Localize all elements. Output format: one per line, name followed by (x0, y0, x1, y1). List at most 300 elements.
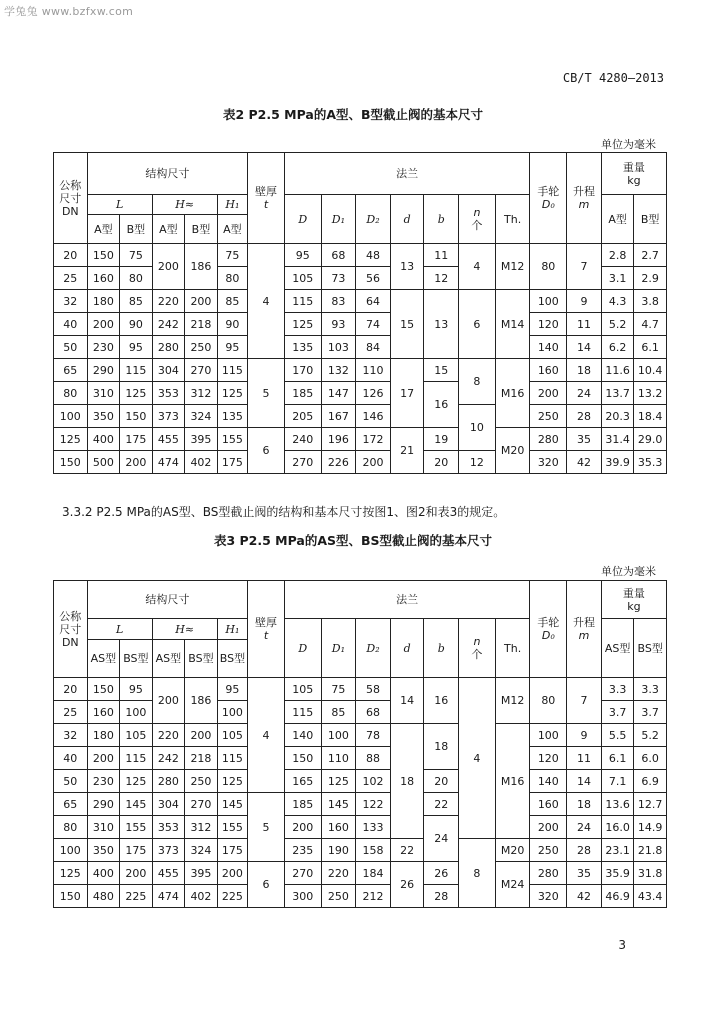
table-cell: 167 (321, 405, 356, 428)
table-cell: 160 (530, 359, 567, 382)
header-text: t (263, 629, 269, 642)
table-cell: M12 (495, 244, 530, 290)
table-cell: 240 (284, 428, 321, 451)
table-cell: 58 (356, 678, 391, 701)
table-cell: 145 (321, 793, 356, 816)
col-weight-b: B型 (634, 195, 667, 244)
header-text: kg (627, 599, 641, 613)
table-cell: 19 (424, 428, 459, 451)
table-cell: 15 (390, 290, 424, 359)
table-cell: 11.6 (601, 359, 634, 382)
header-text: t (263, 198, 269, 211)
table-cell: 230 (87, 336, 120, 359)
page-number: 3 (618, 938, 626, 952)
table-cell: 160 (321, 816, 356, 839)
col-L-b: B型 (120, 215, 153, 244)
table-cell: 50 (54, 770, 88, 793)
table-cell: 147 (321, 382, 356, 405)
table-cell: M14 (495, 290, 530, 359)
col-H-b: BS型 (185, 640, 218, 678)
table-cell: 4 (248, 244, 285, 359)
col-b: b (424, 195, 459, 244)
col-D: D (284, 195, 321, 244)
col-L-a: AS型 (87, 640, 120, 678)
table-cell: 4.3 (601, 290, 634, 313)
table-cell: 353 (152, 382, 185, 405)
table-cell: 150 (87, 244, 120, 267)
table-cell: 13 (424, 290, 459, 359)
table-cell: 122 (356, 793, 391, 816)
table-cell: 6 (248, 862, 285, 908)
table-cell: 84 (356, 336, 391, 359)
col-weight-b: BS型 (634, 619, 667, 678)
table-row (54, 244, 667, 267)
col-H: H≈ (152, 195, 217, 215)
table-cell: 304 (152, 793, 185, 816)
table-cell: 115 (284, 290, 321, 313)
wall-header (248, 153, 285, 244)
table-row (54, 428, 667, 451)
weight-header (601, 581, 666, 619)
table-cell: 500 (87, 451, 120, 474)
table-cell: 12 (459, 451, 496, 474)
table-cell: 324 (185, 839, 218, 862)
table-cell: 75 (321, 678, 356, 701)
table-cell: 290 (87, 793, 120, 816)
table-cell: 125 (120, 770, 153, 793)
table-cell: 80 (530, 244, 567, 290)
table-row (54, 451, 667, 474)
table-row (54, 336, 667, 359)
table-cell: 280 (530, 428, 567, 451)
table-cell: 14.9 (634, 816, 667, 839)
table-cell: 125 (217, 382, 247, 405)
table-cell: 225 (120, 885, 153, 908)
col-weight-a: A型 (601, 195, 634, 244)
table-cell: 24 (567, 816, 602, 839)
table-cell: 3.3 (634, 678, 667, 701)
col-L-a: A型 (87, 215, 120, 244)
col-H1: H₁ (217, 195, 247, 215)
table-row (54, 724, 667, 747)
table-cell: 312 (185, 382, 218, 405)
header-text: n (473, 206, 481, 219)
table-cell: 8 (459, 359, 496, 405)
table-cell: 200 (152, 244, 185, 290)
table-cell: 6 (248, 428, 285, 474)
table-cell: 132 (321, 359, 356, 382)
table2-caption: 表2 P2.5 MPa的A型、B型截止阀的基本尺寸 (222, 107, 484, 122)
col-n (459, 619, 496, 678)
table-row (54, 382, 667, 405)
table-cell: 402 (185, 451, 218, 474)
lift-header (567, 153, 602, 244)
table-cell: M12 (495, 678, 530, 724)
table-cell: 100 (54, 405, 88, 428)
table-cell: 270 (284, 451, 321, 474)
header-text: 壁厚 (255, 616, 277, 629)
table-cell: 14 (390, 678, 424, 724)
table-cell: 280 (152, 336, 185, 359)
table-cell: 120 (530, 747, 567, 770)
table-cell: 135 (217, 405, 247, 428)
table-cell: 74 (356, 313, 391, 336)
nominal-size-header: 公称尺寸DN (54, 581, 88, 678)
table-cell: 80 (217, 267, 247, 290)
col-D2: D₂ (356, 619, 391, 678)
table-cell: 42 (567, 451, 602, 474)
table-cell: 455 (152, 862, 185, 885)
table-cell: 175 (120, 839, 153, 862)
table-cell: 125 (321, 770, 356, 793)
col-weight-a: AS型 (601, 619, 634, 678)
table-cell: 115 (284, 701, 321, 724)
col-D: D (284, 619, 321, 678)
table-cell: 186 (185, 244, 218, 290)
table-cell: 220 (152, 290, 185, 313)
table-cell: 21.8 (634, 839, 667, 862)
table-row (54, 313, 667, 336)
table-cell: 200 (356, 451, 391, 474)
table-cell: 95 (120, 336, 153, 359)
header-text: 个 (471, 219, 483, 232)
table-cell: 5.5 (601, 724, 634, 747)
table-cell: 250 (321, 885, 356, 908)
table-cell: 26 (390, 862, 424, 908)
table-cell: 175 (120, 428, 153, 451)
table-cell: 225 (217, 885, 247, 908)
header-text: n (473, 635, 481, 648)
table-cell: 40 (54, 747, 88, 770)
table-cell: 5.2 (634, 724, 667, 747)
table-cell: 312 (185, 816, 218, 839)
table-row (54, 885, 667, 908)
table-cell: 184 (356, 862, 391, 885)
table-cell: 5 (248, 359, 285, 428)
table-cell: 165 (284, 770, 321, 793)
flange-header: 法兰 (284, 581, 530, 619)
table-row (54, 862, 667, 885)
table-cell: 93 (321, 313, 356, 336)
table-cell: 3.7 (634, 701, 667, 724)
table-cell: 200 (530, 382, 567, 405)
table-cell: M20 (495, 428, 530, 474)
table-cell: 35 (567, 862, 602, 885)
table-cell: 155 (120, 816, 153, 839)
col-d: d (390, 619, 424, 678)
header-text: D₀ (541, 198, 555, 211)
table-cell: 40 (54, 313, 88, 336)
table-cell: 150 (120, 405, 153, 428)
table-cell: 15 (424, 359, 459, 382)
table-row (54, 839, 667, 862)
paragraph-3-3-2: 3.3.2 P2.5 MPa的AS型、BS型截止阀的结构和基本尺寸按图1、图2和表3的规定。 (62, 505, 506, 519)
table-cell: 160 (87, 701, 120, 724)
table-cell: 56 (356, 267, 391, 290)
table-cell: 24 (567, 382, 602, 405)
table-cell: 3.7 (601, 701, 634, 724)
table-cell: M16 (495, 359, 530, 428)
table-cell: 20.3 (601, 405, 634, 428)
table-cell: 115 (120, 359, 153, 382)
col-L-b: BS型 (120, 640, 153, 678)
table-cell: 12 (424, 267, 459, 290)
table-cell: 22 (424, 793, 459, 816)
table-cell: 75 (217, 244, 247, 267)
table-cell: 455 (152, 428, 185, 451)
table-cell: 140 (530, 770, 567, 793)
table-cell: 11 (424, 244, 459, 267)
table-cell: 290 (87, 359, 120, 382)
table-cell: 16.0 (601, 816, 634, 839)
table-cell: 105 (120, 724, 153, 747)
table-cell: 3.1 (601, 267, 634, 290)
table-cell: 242 (152, 313, 185, 336)
table-cell: 185 (284, 793, 321, 816)
table-cell: 24 (424, 816, 459, 862)
table-cell: 400 (87, 428, 120, 451)
table-cell: 80 (54, 382, 88, 405)
table-cell: 180 (87, 724, 120, 747)
table-cell: 115 (217, 359, 247, 382)
table-cell: 100 (530, 724, 567, 747)
table-cell: 280 (530, 862, 567, 885)
table-cell: 68 (321, 244, 356, 267)
table-cell: 270 (185, 793, 218, 816)
table-cell: 196 (321, 428, 356, 451)
table-cell: 350 (87, 405, 120, 428)
table-cell: 270 (185, 359, 218, 382)
table-cell: 126 (356, 382, 391, 405)
table3 (53, 580, 667, 908)
table-cell: 146 (356, 405, 391, 428)
table-cell: 250 (530, 405, 567, 428)
table-cell: 6.2 (601, 336, 634, 359)
col-d: d (390, 195, 424, 244)
table-cell: 65 (54, 793, 88, 816)
table-cell: 6.0 (634, 747, 667, 770)
table-cell: 115 (120, 747, 153, 770)
table-cell: 300 (284, 885, 321, 908)
table-cell: 4 (248, 678, 285, 793)
table-cell: 17 (390, 359, 424, 428)
table-row (54, 793, 667, 816)
col-H-b: B型 (185, 215, 218, 244)
table-cell: 145 (217, 793, 247, 816)
handwheel-header (530, 153, 567, 244)
header-text: 升程 (573, 616, 595, 629)
table-cell: 18.4 (634, 405, 667, 428)
table-cell: 14 (567, 770, 602, 793)
table-cell: 200 (152, 678, 185, 724)
table-cell: 172 (356, 428, 391, 451)
col-H1: H₁ (217, 619, 247, 640)
table-cell: 218 (185, 747, 218, 770)
table-cell: 220 (152, 724, 185, 747)
table-cell: 280 (152, 770, 185, 793)
standard-code: CB/T 4280—2013 (562, 71, 664, 85)
table-cell: 102 (356, 770, 391, 793)
table-cell: 35.9 (601, 862, 634, 885)
table-cell: 2.8 (601, 244, 634, 267)
header-text: 壁厚 (255, 185, 277, 198)
table-cell: 175 (217, 839, 247, 862)
table-cell: 75 (120, 244, 153, 267)
table-cell: 235 (284, 839, 321, 862)
table-cell: 43.4 (634, 885, 667, 908)
header-text: kg (627, 173, 641, 187)
table-cell: 3.3 (601, 678, 634, 701)
table-cell: 125 (54, 862, 88, 885)
table-cell: 7.1 (601, 770, 634, 793)
table-row (54, 770, 667, 793)
table-cell: 6 (459, 290, 496, 359)
table-cell: 220 (321, 862, 356, 885)
table-cell: 31.4 (601, 428, 634, 451)
table-cell: 310 (87, 382, 120, 405)
table-cell: 6.9 (634, 770, 667, 793)
table-cell: 324 (185, 405, 218, 428)
table-row (54, 405, 667, 428)
table-cell: 160 (530, 793, 567, 816)
table-cell: 205 (284, 405, 321, 428)
table-cell: 150 (54, 451, 88, 474)
table-cell: 105 (217, 724, 247, 747)
table-cell: 320 (530, 885, 567, 908)
table-cell: 95 (217, 678, 247, 701)
table2-unit: 单位为毫米 (601, 138, 656, 151)
table-cell: 310 (87, 816, 120, 839)
col-D1: D₁ (321, 619, 356, 678)
table-cell: 125 (120, 382, 153, 405)
table-cell: 88 (356, 747, 391, 770)
table-cell: 13.6 (601, 793, 634, 816)
table-cell: 35.3 (634, 451, 667, 474)
table-cell: 105 (284, 267, 321, 290)
table-cell: 125 (54, 428, 88, 451)
table-cell: 200 (87, 747, 120, 770)
table-cell: 200 (120, 451, 153, 474)
table-cell: 78 (356, 724, 391, 747)
table-cell: 18 (567, 793, 602, 816)
table-cell: 16 (424, 382, 459, 428)
header-text: 手轮 (537, 616, 560, 629)
table-cell: 26 (424, 862, 459, 885)
table-cell: 83 (321, 290, 356, 313)
table-cell: 23.1 (601, 839, 634, 862)
structure-header: 结构尺寸 (87, 581, 248, 619)
table-cell: 400 (87, 862, 120, 885)
table-cell: 13.2 (634, 382, 667, 405)
table-cell: 320 (530, 451, 567, 474)
table-cell: M16 (495, 724, 530, 839)
header-text: 升程 (573, 185, 595, 198)
flange-header: 法兰 (284, 153, 530, 195)
table-cell: 155 (217, 428, 247, 451)
table-cell: 95 (284, 244, 321, 267)
table-cell: 110 (321, 747, 356, 770)
table-cell: M20 (495, 839, 530, 862)
wall-header (248, 581, 285, 678)
table-cell: 7 (567, 678, 602, 724)
table-cell: 9 (567, 290, 602, 313)
table-cell: 133 (356, 816, 391, 839)
table-cell: 200 (185, 724, 218, 747)
table-cell: 80 (120, 267, 153, 290)
table-cell: 160 (87, 267, 120, 290)
table-cell: 18 (424, 724, 459, 770)
table-cell: 5 (248, 793, 285, 862)
table-cell: 150 (87, 678, 120, 701)
header-text: m (578, 629, 590, 642)
table-cell: 100 (217, 701, 247, 724)
table-cell: 474 (152, 885, 185, 908)
col-H-a: AS型 (152, 640, 185, 678)
table-cell: 200 (284, 816, 321, 839)
table-cell: 31.8 (634, 862, 667, 885)
table-cell: 18 (567, 359, 602, 382)
table-cell: 200 (217, 862, 247, 885)
table-cell: 64 (356, 290, 391, 313)
table-cell: 180 (87, 290, 120, 313)
table-cell: 13 (390, 244, 424, 290)
table-cell: 395 (185, 428, 218, 451)
table-cell: 158 (356, 839, 391, 862)
table-cell: 28 (424, 885, 459, 908)
watermark: 学兔兔 www.bzfxw.com (4, 5, 134, 18)
table-cell: 32 (54, 724, 88, 747)
table-cell: 8 (459, 839, 496, 908)
table-cell: 20 (54, 244, 88, 267)
table-cell: 21 (390, 428, 424, 474)
table-cell: 212 (356, 885, 391, 908)
table-cell: 90 (217, 313, 247, 336)
table-cell: 103 (321, 336, 356, 359)
col-D1: D₁ (321, 195, 356, 244)
header-text: m (578, 198, 590, 211)
table-cell: 85 (217, 290, 247, 313)
table-cell: 7 (567, 244, 602, 290)
table-cell: 22 (390, 839, 424, 862)
table-cell: 373 (152, 839, 185, 862)
table-cell: 250 (185, 336, 218, 359)
col-D2: D₂ (356, 195, 391, 244)
table-cell: 11 (567, 313, 602, 336)
table-cell: 200 (87, 313, 120, 336)
table-cell: 95 (120, 678, 153, 701)
table-cell: 95 (217, 336, 247, 359)
col-L: L (87, 619, 152, 640)
table-cell: 5.2 (601, 313, 634, 336)
table-cell: 11 (567, 747, 602, 770)
table-cell: 140 (284, 724, 321, 747)
table-cell: 105 (284, 678, 321, 701)
table-cell: 120 (530, 313, 567, 336)
table-cell: 373 (152, 405, 185, 428)
table-cell: 186 (185, 678, 218, 724)
table-cell: 125 (284, 313, 321, 336)
table-cell: 29.0 (634, 428, 667, 451)
table-cell: 100 (120, 701, 153, 724)
table-row (54, 290, 667, 313)
table-cell: 4 (459, 678, 496, 839)
table-cell: 3.8 (634, 290, 667, 313)
table-cell: 65 (54, 359, 88, 382)
table-cell: 115 (217, 747, 247, 770)
table-cell: 230 (87, 770, 120, 793)
table-cell: 10 (459, 405, 496, 451)
table2 (53, 152, 667, 474)
